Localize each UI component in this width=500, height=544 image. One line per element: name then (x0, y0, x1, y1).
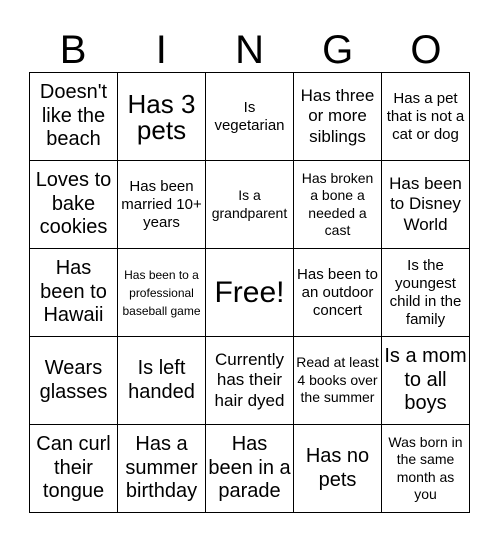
bingo-cell[interactable]: Is a grandparent (206, 161, 294, 249)
header-letter-b: B (59, 28, 87, 72)
bingo-cell[interactable]: Has been married 10+ years (118, 161, 206, 249)
bingo-cell[interactable]: Doesn't like the beach (30, 73, 118, 161)
header-letter-i: I (155, 28, 167, 72)
header-letter-g: G (322, 28, 354, 72)
bingo-cell[interactable]: Was born in the same month as you (382, 425, 470, 513)
bingo-cell[interactable]: Has a summer birthday (118, 425, 206, 513)
bingo-cell[interactable]: Is left handed (118, 337, 206, 425)
bingo-cell[interactable]: Has three or more siblings (294, 73, 382, 161)
bingo-cell[interactable]: Has 3 pets (118, 73, 206, 161)
bingo-cell[interactable]: Has been in a parade (206, 425, 294, 513)
bingo-cell[interactable]: Has no pets (294, 425, 382, 513)
bingo-cell[interactable]: Has broken a bone a needed a cast (294, 161, 382, 249)
bingo-cell[interactable]: Can curl their tongue (30, 425, 118, 513)
bingo-grid (29, 72, 470, 513)
bingo-header (29, 28, 470, 72)
bingo-cell[interactable]: Has been to an outdoor concert (294, 249, 382, 337)
bingo-cell[interactable]: Loves to bake cookies (30, 161, 118, 249)
bingo-cell[interactable]: Has been to a professional baseball game (118, 249, 206, 337)
bingo-cell[interactable]: Read at least 4 books over the summer (294, 337, 382, 425)
bingo-cell[interactable]: Currently has their hair dyed (206, 337, 294, 425)
bingo-cell[interactable]: Has been to Hawaii (30, 249, 118, 337)
bingo-cell[interactable]: Has a pet that is not a cat or dog (382, 73, 470, 161)
bingo-cell[interactable]: Is a mom to all boys (382, 337, 470, 425)
bingo-cell[interactable]: Is the youngest child in the family (382, 249, 470, 337)
bingo-cell[interactable]: Wears glasses (30, 337, 118, 425)
bingo-cell[interactable]: Is vegetarian (206, 73, 294, 161)
bingo-cell-free[interactable]: Free! (206, 249, 294, 337)
bingo-cell[interactable]: Has been to Disney World (382, 161, 470, 249)
header-letter-o: O (410, 28, 442, 72)
header-letter-n: N (235, 28, 264, 72)
